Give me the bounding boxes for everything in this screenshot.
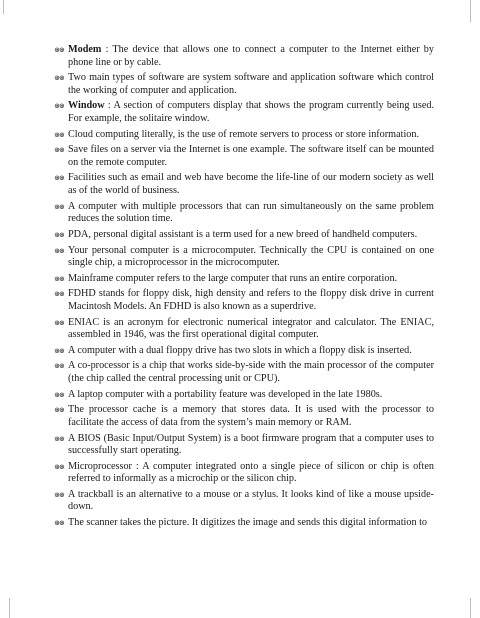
bullet-icon: ⊛⊛ xyxy=(54,519,64,528)
bullet-icon: ⊛⊛ xyxy=(54,174,64,183)
item-term: Window xyxy=(68,100,105,112)
list-item xyxy=(54,317,434,342)
bullet-icon: ⊛⊛ xyxy=(54,246,64,255)
bullet-icon: ⊛⊛ xyxy=(54,318,64,327)
item-text: A computer with multiple processors that can run simultaneously on the same problem reduces the solution time. xyxy=(68,200,434,225)
item-text: ENIAC is an acronym for electronic numerical integrator and calculator. The ENIAC, assembled in 1946, was the first operational digital computer. xyxy=(68,316,434,341)
item-text: Save files on a server via the Internet is one example. The software itself can be mounted on the remote computer. xyxy=(68,144,434,168)
list-item xyxy=(54,489,434,514)
item-text: Cloud computing literally, is the use of remote servers to process or store information. xyxy=(68,128,420,140)
item-text: Your personal computer is a microcomputer. Technically the CPU is contained on one single chip, a microprocessor in the microcomputer. xyxy=(68,244,434,268)
item-text: : The device that allows one to connect a computer to the Internet either by phone line or by cable. xyxy=(68,44,434,68)
crop-mark-bottom-right xyxy=(470,598,471,618)
item-text: FDHD stands for floppy disk, high density and refers to the floppy disk drive in current Macintosh Models. An FDHD is also known as a superdrive. xyxy=(68,288,434,312)
list-item xyxy=(54,404,434,429)
list-item xyxy=(54,129,434,142)
bullet-icon: ⊛⊛ xyxy=(54,130,64,139)
list-item xyxy=(54,433,434,458)
item-text: : A section of computers display that shows the program currently being used. For example, the solitaire window. xyxy=(68,100,434,124)
item-text: Microprocessor : A computer integrated onto a single piece of silicon or chip is often referred to informally as a microchip or the silicon chip. xyxy=(68,460,434,485)
list-item xyxy=(54,72,434,97)
bullet-icon: ⊛⊛ xyxy=(54,230,64,239)
bullet-icon: ⊛⊛ xyxy=(54,74,64,83)
bullet-icon: ⊛⊛ xyxy=(54,434,64,443)
list-item xyxy=(54,44,434,69)
crop-mark-bottom-left xyxy=(9,598,10,618)
list-item xyxy=(54,229,434,242)
item-text: Mainframe computer refers to the large computer that runs an entire corporation. xyxy=(68,272,398,284)
list-item xyxy=(54,288,434,313)
list-item xyxy=(54,273,434,286)
list-item xyxy=(54,360,434,385)
item-text: A computer with a dual floppy drive has two slots in which a floppy disk is inserted. xyxy=(68,344,412,356)
list-item xyxy=(54,345,434,358)
list-item xyxy=(54,100,434,125)
bullet-icon: ⊛⊛ xyxy=(54,406,64,415)
list-item xyxy=(54,517,434,530)
bullet-icon: ⊛⊛ xyxy=(54,390,64,399)
bullet-icon: ⊛⊛ xyxy=(54,146,64,155)
crop-mark-top-right xyxy=(470,0,471,22)
list-item xyxy=(54,201,434,226)
item-text: Two main types of software are system software and application software which control the working of computer and application. xyxy=(68,72,434,96)
list-item xyxy=(54,144,434,169)
item-text: A trackball is an alternative to a mouse or a stylus. It looks kind of like a mouse upside-down. xyxy=(68,488,434,513)
document-page xyxy=(54,44,434,533)
item-text: A BIOS (Basic Input/Output System) is a boot firmware program that a computer uses to successfully start operating. xyxy=(68,432,434,456)
list-item xyxy=(54,389,434,402)
list-item xyxy=(54,461,434,486)
item-text: A laptop computer with a portability feature was developed in the late 1980s. xyxy=(68,388,383,400)
bullet-icon: ⊛⊛ xyxy=(54,46,64,54)
item-text: The processor cache is a memory that stores data. It is used with the processor to facilitate the access of data from the system’s main memory or RAM. xyxy=(68,404,434,428)
crop-mark-top-left xyxy=(3,0,4,14)
list-item xyxy=(54,172,434,197)
bullet-icon: ⊛⊛ xyxy=(54,202,64,211)
item-text: PDA, personal digital assistant is a term used for a new breed of handheld computers. xyxy=(68,228,418,240)
bullet-icon: ⊛⊛ xyxy=(54,346,64,355)
bullet-icon: ⊛⊛ xyxy=(54,362,64,371)
item-text: Facilities such as email and web have become the life-line of our modern society as well as of the world of business. xyxy=(68,172,434,196)
item-text: A co-processor is a chip that works side-by-side with the main processor of the computer (the chip called the central processing unit or CPU). xyxy=(68,360,434,384)
bullet-icon: ⊛⊛ xyxy=(54,102,64,111)
list-item xyxy=(54,245,434,270)
bullet-icon: ⊛⊛ xyxy=(54,274,64,283)
item-term: Modem xyxy=(68,44,102,55)
item-text: The scanner takes the picture. It digitizes the image and sends this digital information to xyxy=(68,517,428,529)
bullet-icon: ⊛⊛ xyxy=(54,462,64,471)
bullet-icon: ⊛⊛ xyxy=(54,490,64,499)
bullet-icon: ⊛⊛ xyxy=(54,290,64,299)
